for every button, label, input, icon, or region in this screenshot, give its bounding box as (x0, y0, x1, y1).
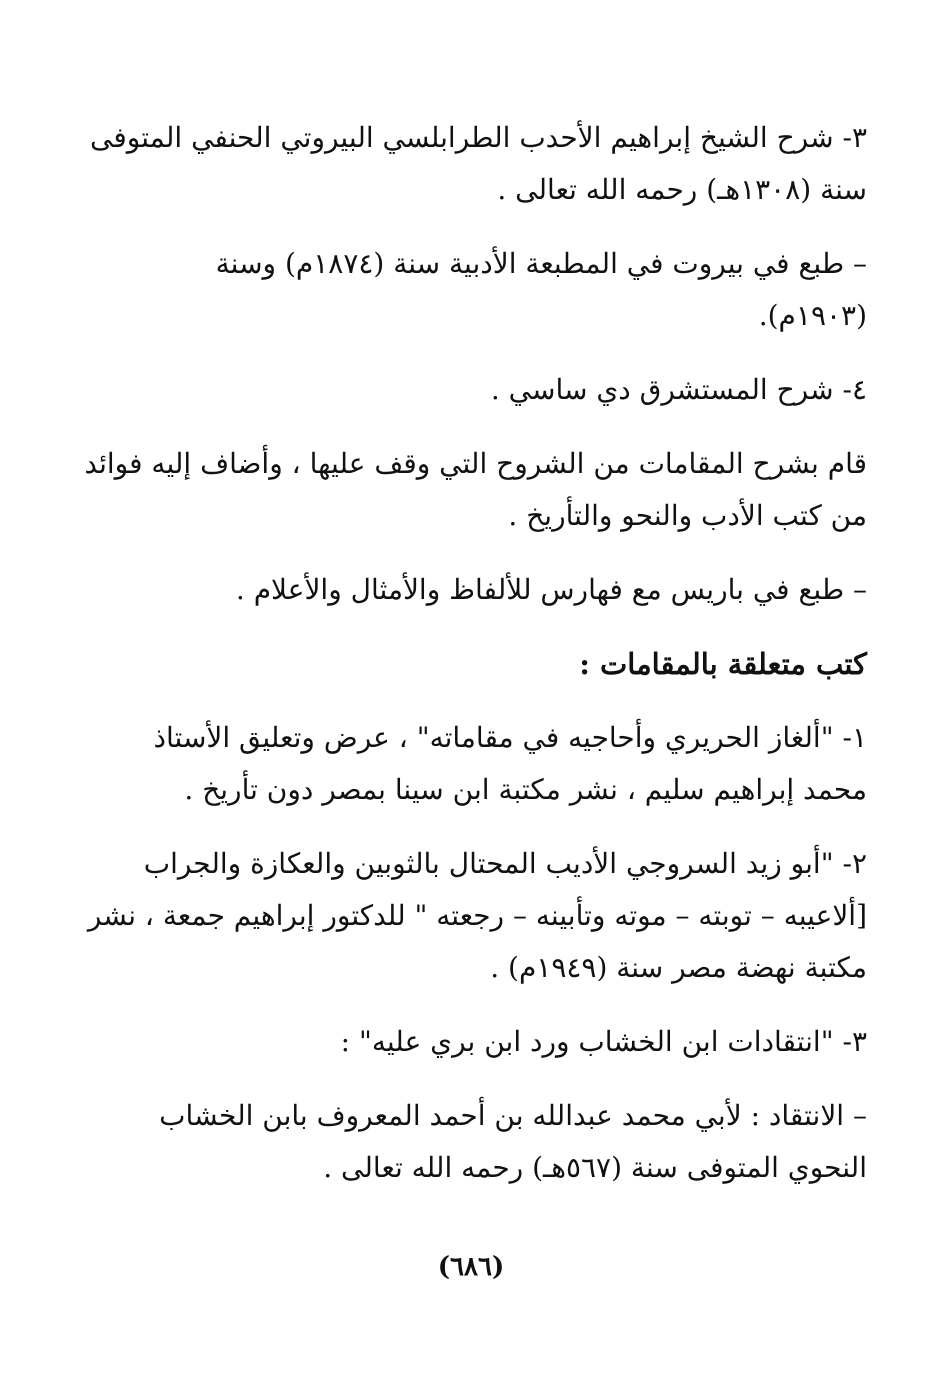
text-line: ٣- "انتقادات ابن الخشاب ورد ابن بري عليه" : (340, 1025, 867, 1058)
paragraph-5 (70, 564, 867, 616)
text-line: سنة (١٣٠٨هـ) رحمه الله تعالى . (497, 173, 867, 206)
text-line: [ألاعيبه – توبته – موته وتأبينه – رجعته " للدكتور إبراهيم جمعة ، نشر (87, 899, 867, 932)
text-line: ٢- "أبو زيد السروجي الأديب المحتال بالثوبين والعكازة والجراب (143, 847, 867, 880)
page-body (70, 112, 867, 1216)
paragraph-6 (70, 712, 867, 816)
paragraph-8 (70, 1016, 867, 1068)
paragraph-7 (70, 838, 867, 994)
text-line: من كتب الأدب والنحو والتأريخ . (508, 499, 867, 532)
text-line: قام بشرح المقامات من الشروح التي وقف عليها ، وأضاف إليه فوائد (84, 447, 867, 480)
text-line: – طبع في بيروت في المطبعة الأدبية سنة (١٨٧٤م) وسنة (215, 247, 867, 280)
page-number: (٦٨٦) (437, 1252, 505, 1282)
text-line: – الانتقاد : لأبي محمد عبدالله بن أحمد المعروف بابن الخشاب (159, 1099, 867, 1132)
paragraph-4 (70, 438, 867, 542)
text-line: النحوي المتوفى سنة (٥٦٧هـ) رحمه الله تعالى . (323, 1151, 867, 1184)
paragraph-9 (70, 1090, 867, 1194)
paragraph-3 (70, 364, 867, 416)
text-line: (١٩٠٣م). (758, 299, 867, 332)
text-line: مكتبة نهضة مصر سنة (١٩٤٩م) . (490, 951, 867, 984)
text-line: ٣- شرح الشيخ إبراهيم الأحدب الطرابلسي البيروتي الحنفي المتوفى (90, 121, 867, 154)
text-line: – طبع في باريس مع فهارس للألفاظ والأمثال والأعلام . (235, 573, 867, 606)
text-line: ٤- شرح المستشرق دي ساسي . (490, 373, 867, 406)
text-line: ١- "ألغاز الحريري وأحاجيه في مقاماته" ، عرض وتعليق الأستاذ (153, 721, 867, 754)
paragraph-1 (70, 112, 867, 216)
section-heading: كتب متعلقة بالمقامات : (579, 647, 867, 681)
text-line: محمد إبراهيم سليم ، نشر مكتبة ابن سينا بمصر دون تأريخ . (184, 773, 867, 806)
paragraph-2 (70, 238, 867, 342)
